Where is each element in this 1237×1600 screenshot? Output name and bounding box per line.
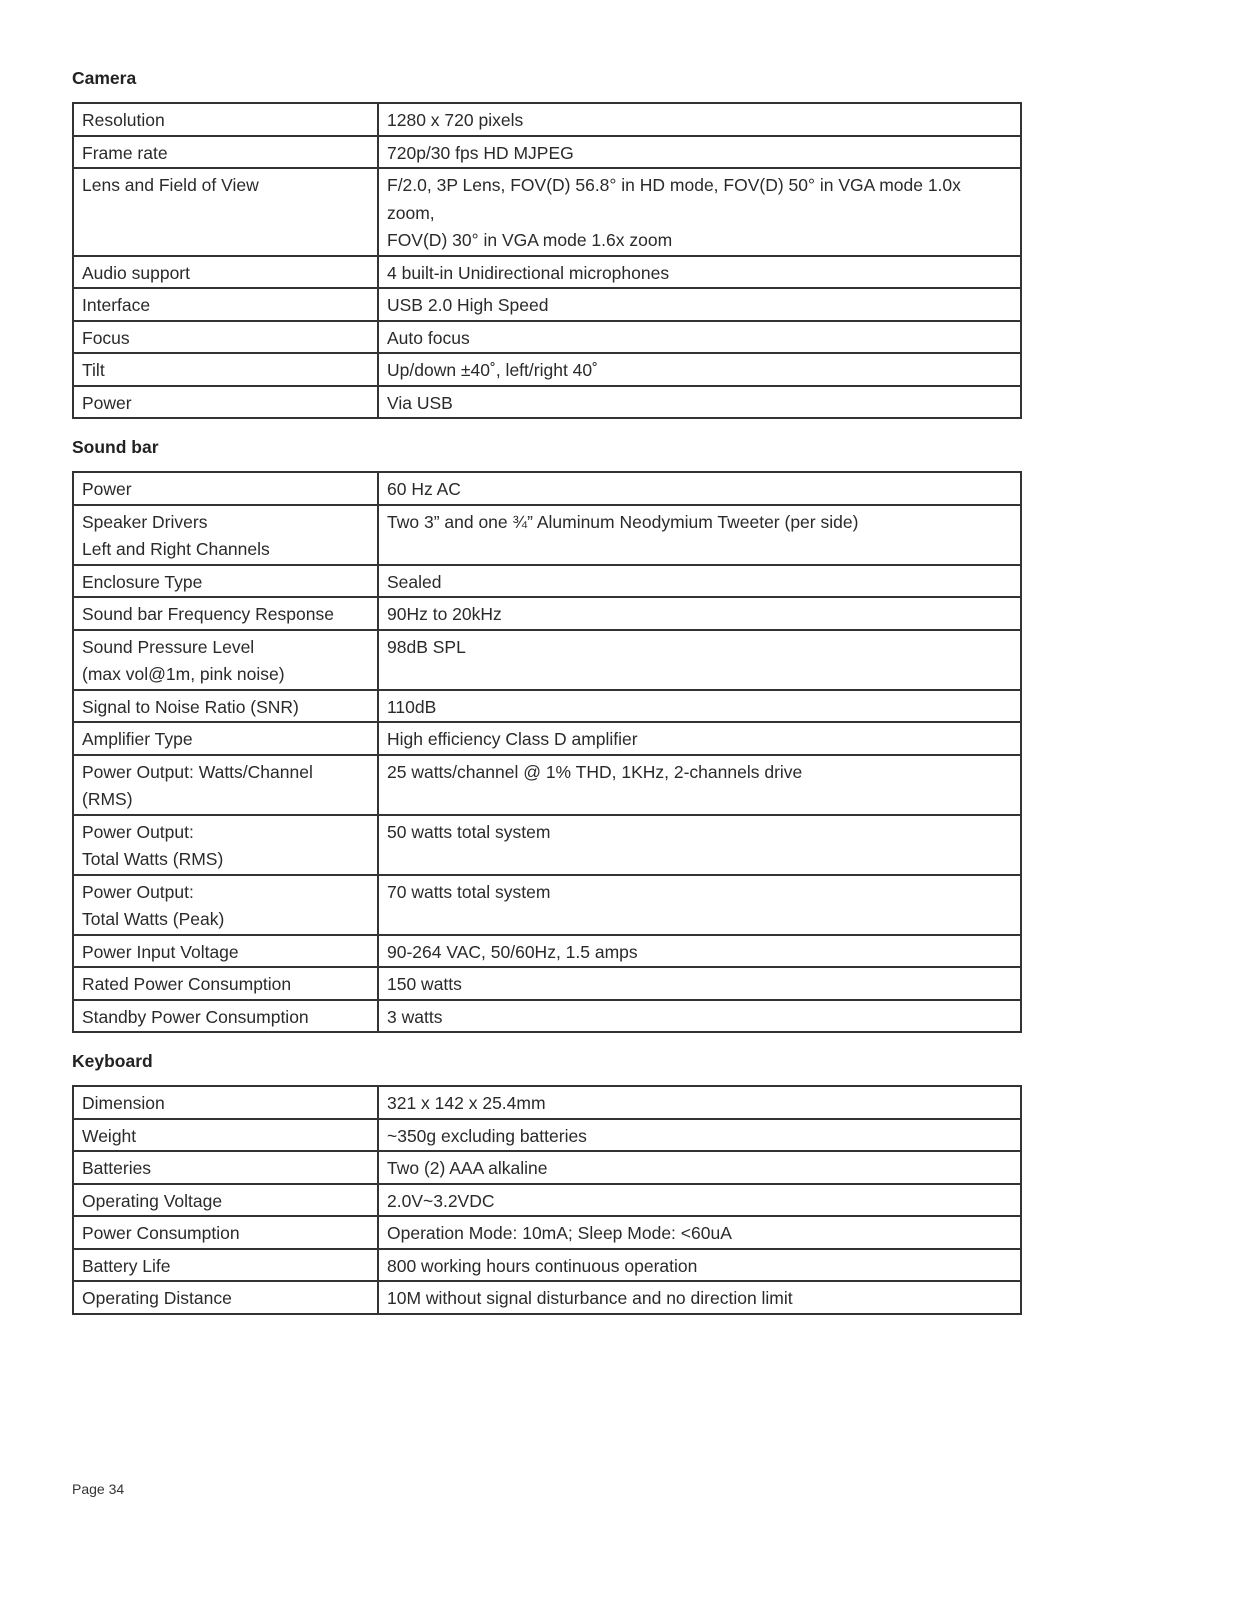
table-row xyxy=(73,1249,1021,1282)
spec-value: 1280 x 720 pixels xyxy=(387,110,524,130)
spec-value-cell xyxy=(378,690,1021,723)
table-row xyxy=(73,630,1021,690)
spec-label: Batteries xyxy=(82,1158,152,1178)
spec-label-cell xyxy=(73,353,378,386)
spec-value: 98dB SPL xyxy=(387,636,466,657)
spec-value-cell xyxy=(378,565,1021,598)
spacer xyxy=(72,90,1022,102)
spec-value: 90Hz to 20kHz xyxy=(387,604,502,624)
spec-value-cell xyxy=(378,967,1021,1000)
spec-value: ~350g excluding batteries xyxy=(387,1125,587,1146)
spec-label-cell xyxy=(73,168,378,256)
spec-label: Power xyxy=(82,479,132,499)
spec-value-cell xyxy=(378,1119,1021,1152)
spec-label-cell xyxy=(73,136,378,169)
spec-value: Up/down ±40˚, left/right 40˚ xyxy=(387,360,598,380)
spec-value: 720p/30 fps HD MJPEG xyxy=(387,142,574,163)
table-row xyxy=(73,565,1021,598)
table-row xyxy=(73,722,1021,755)
spec-value: 25 watts/channel @ 1% THD, 1KHz, 2-channels drive xyxy=(387,761,803,782)
table-row xyxy=(73,505,1021,565)
spec-value-cell xyxy=(378,321,1021,354)
spec-value-cell xyxy=(378,875,1021,935)
spec-value: Auto focus xyxy=(387,327,470,348)
spec-label-cell xyxy=(73,1086,378,1119)
spec-label: Power xyxy=(82,392,132,413)
table-row xyxy=(73,256,1021,289)
spec-value: Operation Mode: 10mA; Sleep Mode: <60uA xyxy=(387,1223,732,1243)
table-row xyxy=(73,288,1021,321)
table-row xyxy=(73,103,1021,136)
table-row xyxy=(73,168,1021,256)
spec-value: 70 watts total system xyxy=(387,881,551,902)
spec-label: Power Input Voltage xyxy=(82,941,239,962)
spec-value-cell xyxy=(378,815,1021,875)
table-row xyxy=(73,1119,1021,1152)
spec-label: Standby Power Consumption xyxy=(82,1006,309,1027)
spec-label-cell xyxy=(73,565,378,598)
spec-value-cell xyxy=(378,168,1021,256)
spec-label: Resolution xyxy=(82,110,165,130)
spec-label: Operating Voltage xyxy=(82,1190,223,1211)
spacer xyxy=(72,459,1022,471)
spec-label-cell xyxy=(73,630,378,690)
spec-label: Total Watts (RMS) xyxy=(82,849,224,869)
spec-value-cell xyxy=(378,1216,1021,1249)
spec-label: Dimension xyxy=(82,1093,165,1113)
table-row xyxy=(73,1184,1021,1217)
spec-label-cell xyxy=(73,875,378,935)
spec-label-cell xyxy=(73,1151,378,1184)
spacer xyxy=(72,1073,1022,1085)
spec-label-cell xyxy=(73,1119,378,1152)
table-row xyxy=(73,353,1021,386)
spec-label: Operating Distance xyxy=(82,1288,232,1308)
table-row xyxy=(73,386,1021,419)
spec-label: Power Output: xyxy=(82,881,194,902)
table-row xyxy=(73,875,1021,935)
spec-value: Two 3” and one ¾” Aluminum Neodymium Tweeter (per side) xyxy=(387,511,859,532)
spec-label-cell xyxy=(73,690,378,723)
spec-label: Audio support xyxy=(82,262,190,283)
spec-table-keyboard xyxy=(72,1085,1022,1315)
table-row xyxy=(73,321,1021,354)
spec-sections xyxy=(72,66,1022,1331)
spec-label-cell xyxy=(73,722,378,755)
spec-value: 800 working hours continuous operation xyxy=(387,1255,698,1276)
spec-value: 2.0V~3.2VDC xyxy=(387,1190,495,1211)
spec-value: 10M without signal disturbance and no direction limit xyxy=(387,1288,793,1308)
spec-value: Sealed xyxy=(387,571,442,592)
spec-label: Power Output: xyxy=(82,821,194,842)
spec-value: 4 built-in Unidirectional microphones xyxy=(387,262,670,283)
spec-label-cell xyxy=(73,1000,378,1033)
spec-label: Power Output: Watts/Channel xyxy=(82,761,313,782)
spec-label-cell xyxy=(73,472,378,505)
spec-label-cell xyxy=(73,967,378,1000)
spec-value: 150 watts xyxy=(387,974,462,994)
spec-value: High efficiency Class D amplifier xyxy=(387,729,638,749)
spec-value-cell xyxy=(378,288,1021,321)
table-row xyxy=(73,935,1021,968)
spec-label-cell xyxy=(73,288,378,321)
spec-value-cell xyxy=(378,1249,1021,1282)
spec-value-cell xyxy=(378,722,1021,755)
spec-label: Sound Pressure Level xyxy=(82,636,255,657)
table-row xyxy=(73,1151,1021,1184)
spec-label-cell xyxy=(73,815,378,875)
spec-value-cell xyxy=(378,505,1021,565)
spec-document xyxy=(72,66,1022,1331)
spec-value: 90-264 VAC, 50/60Hz, 1.5 amps xyxy=(387,941,638,962)
spec-label: Amplifier Type xyxy=(82,729,193,749)
spacer xyxy=(72,419,1022,435)
spec-label: Battery Life xyxy=(82,1255,171,1276)
spec-value: Two (2) AAA alkaline xyxy=(387,1158,548,1178)
spec-label: Interface xyxy=(82,295,151,315)
spec-value: USB 2.0 High Speed xyxy=(387,295,549,315)
spec-label-cell xyxy=(73,505,378,565)
table-row xyxy=(73,1000,1021,1033)
spec-value-cell xyxy=(378,597,1021,630)
spec-value-cell xyxy=(378,136,1021,169)
spec-label: Frame rate xyxy=(82,142,168,163)
table-row xyxy=(73,967,1021,1000)
spec-value: 321 x 142 x 25.4mm xyxy=(387,1093,546,1113)
spec-label-cell xyxy=(73,1216,378,1249)
table-row xyxy=(73,1086,1021,1119)
spec-value-cell xyxy=(378,1000,1021,1033)
table-row xyxy=(73,1281,1021,1314)
spec-value-cell xyxy=(378,353,1021,386)
table-row xyxy=(73,755,1021,815)
spec-value-cell xyxy=(378,630,1021,690)
spec-label-cell xyxy=(73,755,378,815)
spec-value-cell xyxy=(378,1281,1021,1314)
spec-label: Sound bar Frequency Response xyxy=(82,604,334,624)
spec-value-cell xyxy=(378,935,1021,968)
spec-value-cell xyxy=(378,256,1021,289)
spec-label-cell xyxy=(73,935,378,968)
spec-value: Via USB xyxy=(387,392,453,413)
page-number: Page 34 xyxy=(72,1481,125,1497)
spec-value: FOV(D) 30° in VGA mode 1.6x zoom xyxy=(387,230,673,250)
spec-value-cell xyxy=(378,472,1021,505)
spec-label: (RMS) xyxy=(82,789,133,809)
spec-value: 110dB xyxy=(387,696,437,717)
table-row xyxy=(73,472,1021,505)
spec-label: Enclosure Type xyxy=(82,571,203,592)
spacer xyxy=(72,1315,1022,1331)
spec-label-cell xyxy=(73,1184,378,1217)
spec-label: Rated Power Consumption xyxy=(82,974,292,994)
spec-label-cell xyxy=(73,597,378,630)
section-title-sound-bar: Sound bar xyxy=(72,437,159,457)
table-row xyxy=(73,1216,1021,1249)
spec-label: Signal to Noise Ratio (SNR) xyxy=(82,696,299,717)
spec-label: Power Consumption xyxy=(82,1223,240,1243)
table-row xyxy=(73,597,1021,630)
spec-value-cell xyxy=(378,386,1021,419)
section-title-camera: Camera xyxy=(72,68,137,88)
spec-value-cell xyxy=(378,1184,1021,1217)
spec-value-cell xyxy=(378,755,1021,815)
spec-label: Total Watts (Peak) xyxy=(82,909,225,929)
table-row xyxy=(73,815,1021,875)
spec-label: Tilt xyxy=(82,360,105,380)
spec-label-cell xyxy=(73,1281,378,1314)
spec-value-cell xyxy=(378,1151,1021,1184)
spec-label: Speaker Drivers xyxy=(82,511,208,532)
section-title-keyboard: Keyboard xyxy=(72,1051,153,1071)
spec-label-cell xyxy=(73,321,378,354)
spec-label: Focus xyxy=(82,327,130,348)
spec-label-cell xyxy=(73,103,378,136)
spec-value-cell xyxy=(378,1086,1021,1119)
spec-value: 3 watts xyxy=(387,1006,443,1027)
spec-value-cell xyxy=(378,103,1021,136)
spec-label: Left and Right Channels xyxy=(82,539,270,559)
table-row xyxy=(73,690,1021,723)
spec-table-camera xyxy=(72,102,1022,419)
table-row xyxy=(73,136,1021,169)
spec-label-cell xyxy=(73,386,378,419)
spec-label: (max vol@1m, pink noise) xyxy=(82,664,285,684)
spec-table-sound-bar xyxy=(72,471,1022,1033)
spec-value: 50 watts total system xyxy=(387,821,551,842)
spec-label-cell xyxy=(73,256,378,289)
spec-value: F/2.0, 3P Lens, FOV(D) 56.8° in HD mode, FOV(D) 50° in VGA mode 1.0x zoom, xyxy=(387,175,961,223)
spec-label: Weight xyxy=(82,1125,137,1146)
spec-label: Lens and Field of View xyxy=(82,175,259,195)
spec-label-cell xyxy=(73,1249,378,1282)
spec-value: 60 Hz AC xyxy=(387,479,461,499)
spacer xyxy=(72,1033,1022,1049)
